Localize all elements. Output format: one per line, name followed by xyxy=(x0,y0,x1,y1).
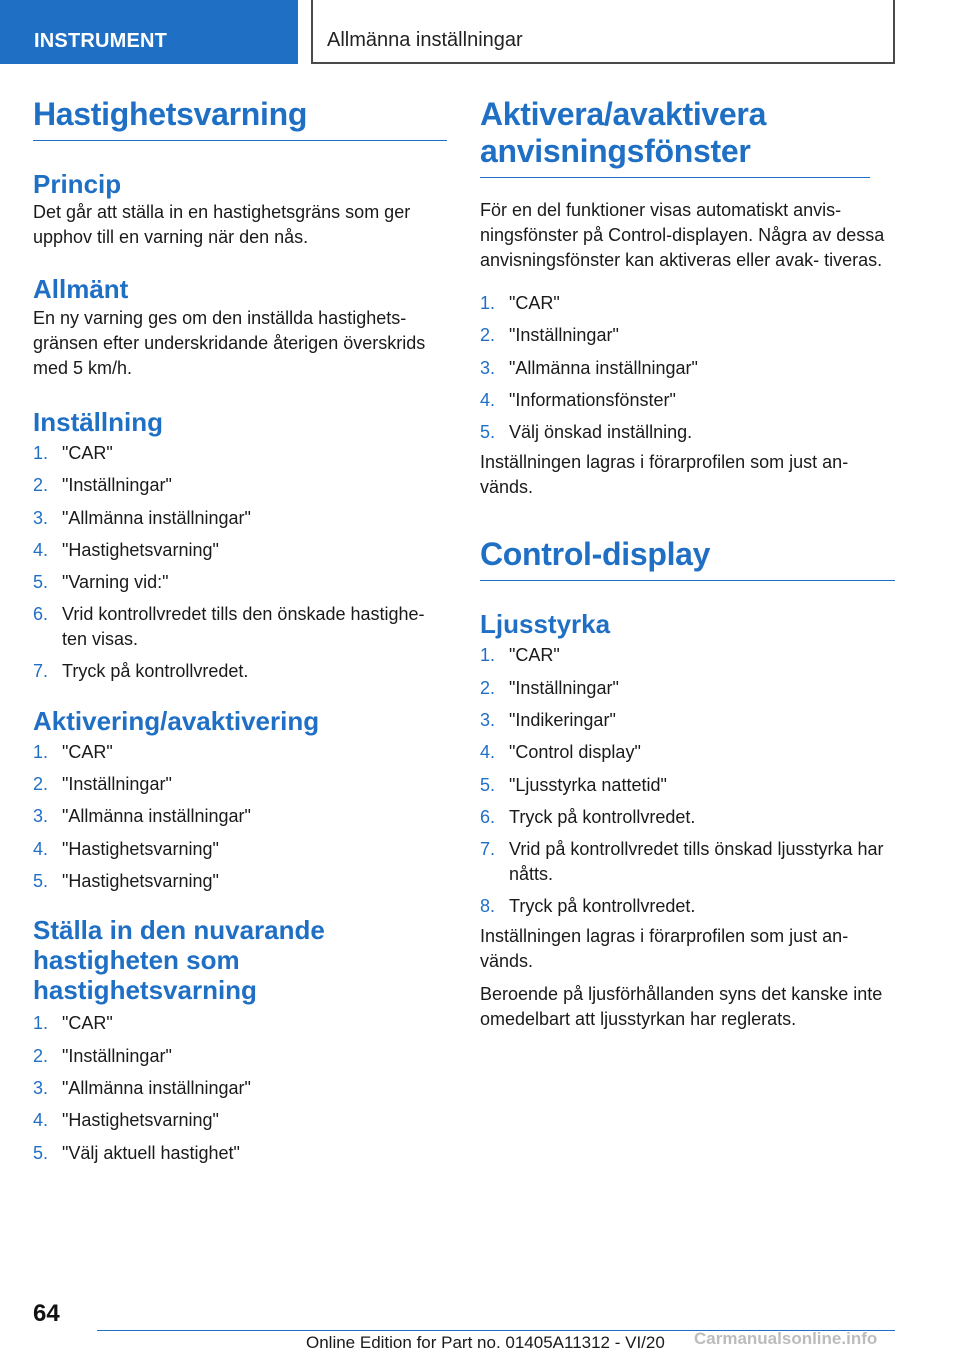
left-column xyxy=(33,96,447,1173)
heading-aktivera-anvisningsfonster: Aktivera/avaktivera anvisningsfönster xyxy=(480,96,870,178)
installning-steps xyxy=(33,441,447,684)
page-header xyxy=(0,0,960,66)
ljusstyrka-after-text-2: Beroende på ljusförhållanden syns det kanske inte omedelbart att ljusstyrkan har reglerats. xyxy=(480,984,883,1030)
list-item: 1. "CAR" xyxy=(33,741,113,762)
heading-ljusstyrka: Ljusstyrka xyxy=(480,609,611,640)
watermark-text: Carmanualsonline.info xyxy=(694,1329,878,1348)
heading-stalla-in: Ställa in den nuvarande hastigheten som hastighetsvarning xyxy=(33,915,325,1006)
heading-princip: Princip xyxy=(33,169,122,199)
list-item: 7. Tryck på kontrollvredet. xyxy=(33,661,249,682)
heading-installning: Inställning xyxy=(33,407,163,437)
list-item: 3. "Allmänna inställningar" xyxy=(33,1078,251,1099)
list-item: 4. "Hastighetsvarning" xyxy=(33,838,219,859)
list-item: 1. "CAR" xyxy=(33,1013,113,1034)
list-item: 3. "Indikeringar" xyxy=(480,710,616,731)
aktivering-steps xyxy=(33,740,447,894)
list-item: 5. "Hastighetsvarning" xyxy=(33,870,219,891)
list-item: 6. Tryck på kontrollvredet. xyxy=(480,806,696,827)
section-tab: INSTRUMENT xyxy=(0,0,298,64)
list-item: 7. Vrid på kontrollvredet tills önskad ljusstyrka har nåtts. xyxy=(480,839,884,884)
right-column xyxy=(480,96,895,1032)
list-item: 3. "Allmänna inställningar" xyxy=(33,507,251,528)
list-item: 2. "Inställningar" xyxy=(480,325,619,346)
list-item: 4. "Hastighetsvarning" xyxy=(33,539,219,560)
heading-aktivering: Aktivering/avaktivering xyxy=(33,705,320,736)
heading-control-display: Control-display xyxy=(480,536,895,581)
heading-hastighetsvarning: Hastighetsvarning xyxy=(33,96,447,141)
list-item: 2. "Inställningar" xyxy=(33,774,172,795)
ljusstyrka-after-text-1: Inställningen lagras i förarprofilen som just an- vänds. xyxy=(480,926,849,972)
anvisning-after-text: Inställningen lagras i förarprofilen som just an- vänds. xyxy=(480,452,849,498)
list-item: 2. "Inställningar" xyxy=(480,677,619,698)
chapter-title: Allmänna inställningar xyxy=(311,0,895,64)
heading-allmant: Allmänt xyxy=(33,274,129,304)
list-item: 3. "Allmänna inställningar" xyxy=(33,806,251,827)
list-item: 5. "Välj aktuell hastighet" xyxy=(33,1142,240,1163)
list-item: 4. "Hastighetsvarning" xyxy=(33,1110,219,1131)
stalla-steps xyxy=(33,1011,447,1165)
allmant-text: En ny varning ges om den inställda hastighets- gränsen efter underskridande återigen överskrids med 5 km/h. xyxy=(33,308,426,378)
list-item: 1. "CAR" xyxy=(33,443,113,463)
list-item: 3. "Allmänna inställningar" xyxy=(480,357,698,378)
anvisning-steps xyxy=(480,291,895,445)
list-item: 6. Vrid kontrollvredet tills den önskade hastighe- ten visas. xyxy=(33,604,425,649)
list-item: 4. "Control display" xyxy=(480,742,641,763)
list-item: 1. "CAR" xyxy=(480,645,560,666)
list-item: 5. Välj önskad inställning. xyxy=(480,422,693,443)
page-number: 64 xyxy=(33,1300,60,1327)
list-item: 2. "Inställningar" xyxy=(33,1045,172,1066)
list-item: 8. Tryck på kontrollvredet. xyxy=(480,896,696,917)
edition-text: Online Edition for Part no. 01405A11312 - VI/20 xyxy=(306,1333,665,1352)
list-item: 4. "Informationsfönster" xyxy=(480,389,676,410)
list-item: 5. "Ljusstyrka nattetid" xyxy=(480,774,667,795)
ljusstyrka-steps xyxy=(480,643,895,918)
list-item: 1. "CAR" xyxy=(480,293,560,313)
list-item: 5. "Varning vid:" xyxy=(33,572,169,593)
anvisning-intro: För en del funktioner visas automatiskt anvis- ningsfönster på Control-displayen. Några av dessa anvisningsfönster kan aktiveras eller avak- tiveras. xyxy=(480,200,885,270)
list-item: 2. "Inställningar" xyxy=(33,475,172,496)
princip-text: Det går att ställa in en hastighetsgräns som ger upphov till en varning när den nås. xyxy=(33,202,411,247)
